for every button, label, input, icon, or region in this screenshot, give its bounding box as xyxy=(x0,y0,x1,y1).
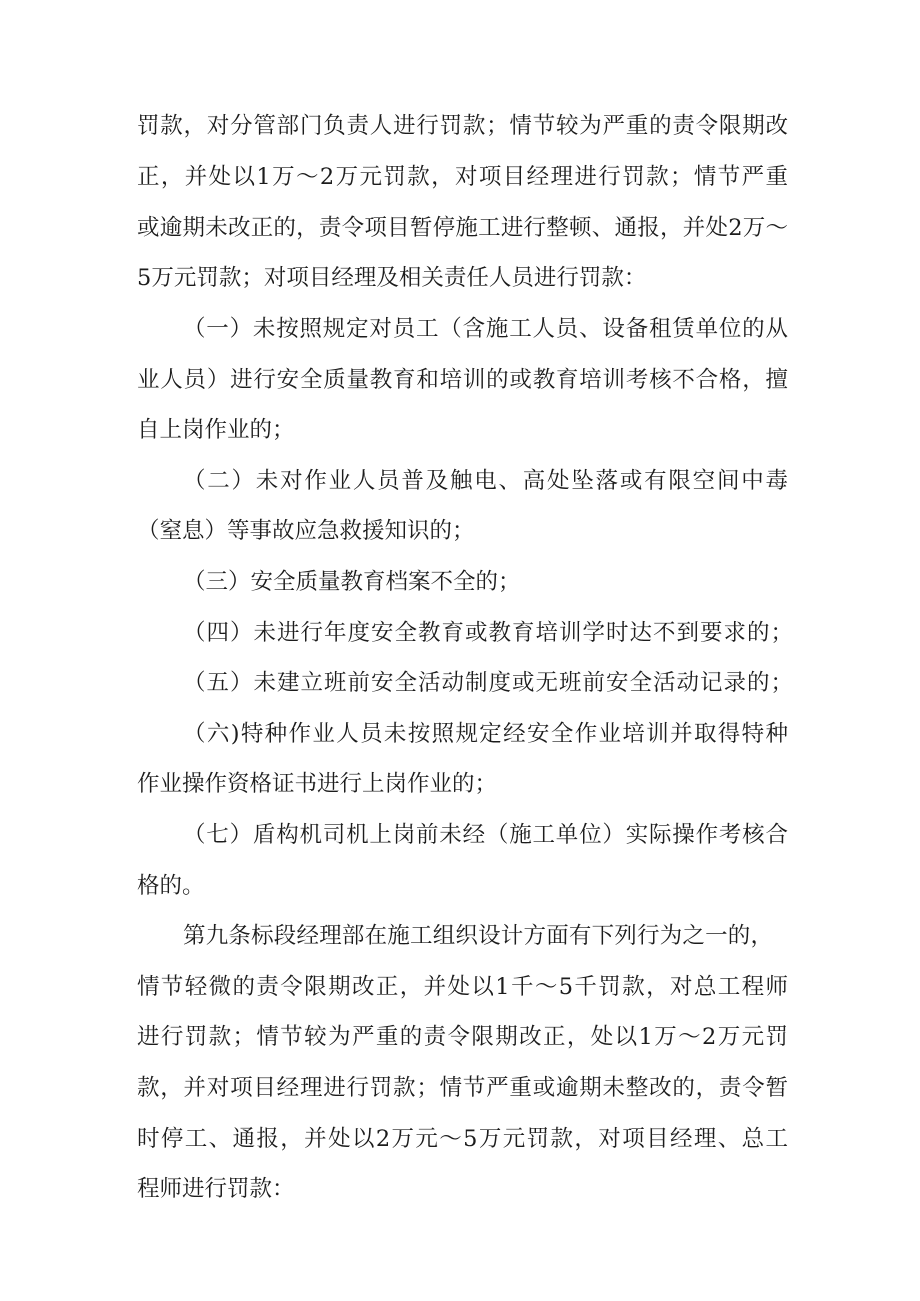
text-line: 或逾期未改正的，责令项目暂停施工进行整顿、通报，并处2万～ xyxy=(137,215,788,241)
text-line: （六)特种作业人员未按照规定经安全作业培训并取得特种 xyxy=(183,721,788,747)
text-line: （七）盾构机司机上岗前未经（施工单位）实际操作考核合 xyxy=(183,822,788,848)
text-line: 时停工、通报，并处以2万元～5万元罚款，对项目经理、总工 xyxy=(137,1126,788,1152)
text-line: 程师进行罚款： xyxy=(137,1176,295,1202)
text-line: 作业操作资格证书进行上岗作业的； xyxy=(137,771,498,797)
text-line: 款，并对项目经理进行罚款；情节严重或逾期未整改的，责令暂 xyxy=(137,1075,788,1101)
text-line: （一）未按照规定对员工（含施工人员、设备租赁单位的从 xyxy=(183,316,788,342)
text-line: 情节轻微的责令限期改正，并处以1千～5千罚款，对总工程师 xyxy=(137,974,788,1000)
text-line: （五）未建立班前安全活动制度或无班前安全活动记录的； xyxy=(183,670,793,696)
text-line: 格的。 xyxy=(137,873,205,899)
text-line: （窒息）等事故应急救援知识的； xyxy=(137,518,475,544)
text-line: 业人员）进行安全质量教育和培训的或教育培训考核不合格，擅 xyxy=(137,367,788,393)
text-line: （三）安全质量教育档案不全的； xyxy=(183,569,521,595)
text-line: 正，并处以1万～2万元罚款，对项目经理进行罚款；情节严重 xyxy=(137,164,788,190)
text-line: （四）未进行年度安全教育或教育培训学时达不到要求的； xyxy=(183,620,793,646)
text-line: （二）未对作业人员普及触电、高处坠落或有限空间中毒 xyxy=(183,468,788,494)
text-line: 自上岗作业的； xyxy=(137,417,295,443)
text-line: 第九条标段经理部在施工组织设计方面有下列行为之一的， xyxy=(183,923,773,949)
text-line: 5万元罚款；对项目经理及相关责任人员进行罚款： xyxy=(137,265,647,291)
text-line: 进行罚款；情节较为严重的责令限期改正，处以1万～2万元罚 xyxy=(137,1024,788,1050)
text-line: 罚款，对分管部门负责人进行罚款；情节较为严重的责令限期改 xyxy=(137,113,788,139)
